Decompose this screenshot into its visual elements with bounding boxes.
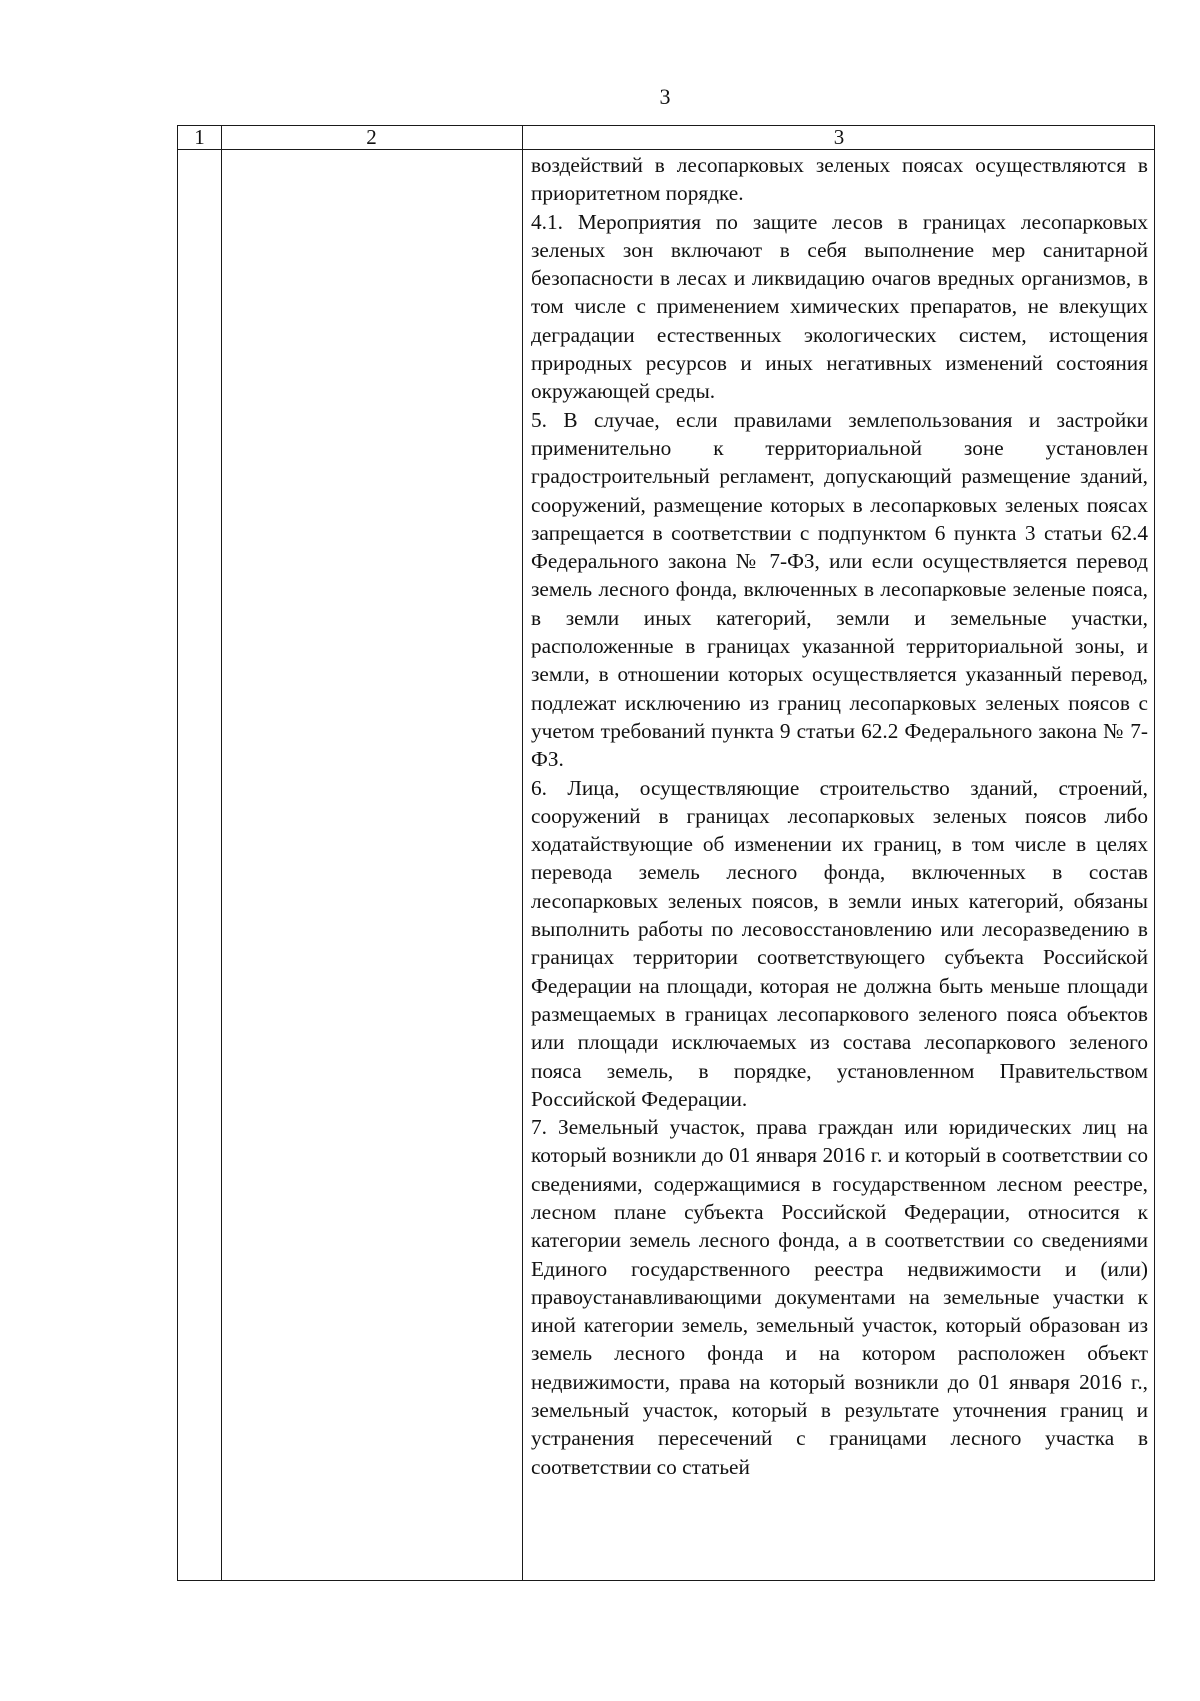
header-divider xyxy=(178,149,1154,150)
document-table xyxy=(177,125,1155,1581)
paragraph-5: 5. В случае, если правилами землепользования и застройки применительно к территориальной зоне установлен градостроительный регламент, допускающий размещение зданий, сооружений, размещение которых в лесопарковых зеленых поясах запрещается в соответствии с подпунктом 6 пункта 3 статьи 62.4 Федерального закона № 7-ФЗ, или если осуществляется перевод земель лесного фонда, включенных в лесопарковые зеленые пояса, в земли иных категорий, земли и земельные участки, расположенные в границах указанной территориальной зоны, и земли, в отношении которых осуществляется указанный перевод, подлежат исключению из границ лесопарковых зеленых поясов с учетом требований пункта 9 статьи 62.2 Федерального закона № 7-ФЗ. xyxy=(531,407,1148,772)
page-number: 3 xyxy=(659,84,671,109)
column-header-1: 1 xyxy=(194,125,205,149)
column-header-3: 3 xyxy=(833,125,845,149)
column-header-2: 2 xyxy=(366,125,377,149)
paragraph-7: 7. Земельный участок, права граждан или юридических лиц на который возникли до 01 января 2016 г. и который в соответствии со сведениями, содержащимися в государственном лесном реестре, лесном плане субъекта Российской Федерации, относится к категории земель лесного фонда, а в соответствии со сведениями Единого государственного реестра недвижимости и (или) правоустанавливающими документами на земельные участки к иной категории земель, земельный участок, который образован из земель лесного фонда и на котором расположен объект недвижимости, права на который возникли до 01 января 2016 г., земельный участок, который в результате уточнения границ и устранения пересечений с границами лесного участка в соответствии со статьей xyxy=(531,1115,1148,1479)
paragraph-4-1: 4.1. Мероприятия по защите лесов в границах лесопарковых зеленых зон включают в себя выполнение мер санитарной безопасности в лесах и ликвидацию очагов вредных организмов, в том числе с применением химических препаратов, не влекущих деградации естественных экологических систем, истощения природных ресурсов и иных негативных изменений состояния окружающей среды. xyxy=(531,209,1148,404)
column-3-text xyxy=(531,151,1148,1481)
column-divider-1 xyxy=(221,126,222,1580)
paragraph-continuation: воздействий в лесопарковых зеленых поясах осуществляются в приоритетном порядке. xyxy=(531,153,1148,206)
paragraph-6: 6. Лица, осуществляющие строительство зданий, строений, сооружений в границах лесопарковых зеленых поясов либо ходатайствующие об изменении их границ, в том числе в целях перевода земель лесного фонда, включенных в состав лесопарковых зеленых поясов, в земли иных категорий, обязаны выполнить работы по лесовосстановлению или лесоразведению в границах территории соответствующего субъекта Российской Федерации на площади, которая не должна быть меньше площади размещаемых в границах лесопаркового зеленого пояса объектов или площади исключаемых из состава лесопаркового зеленого пояса земель, в порядке, установленном Правительством Российской Федерации. xyxy=(531,775,1148,1111)
column-divider-2 xyxy=(522,126,523,1580)
